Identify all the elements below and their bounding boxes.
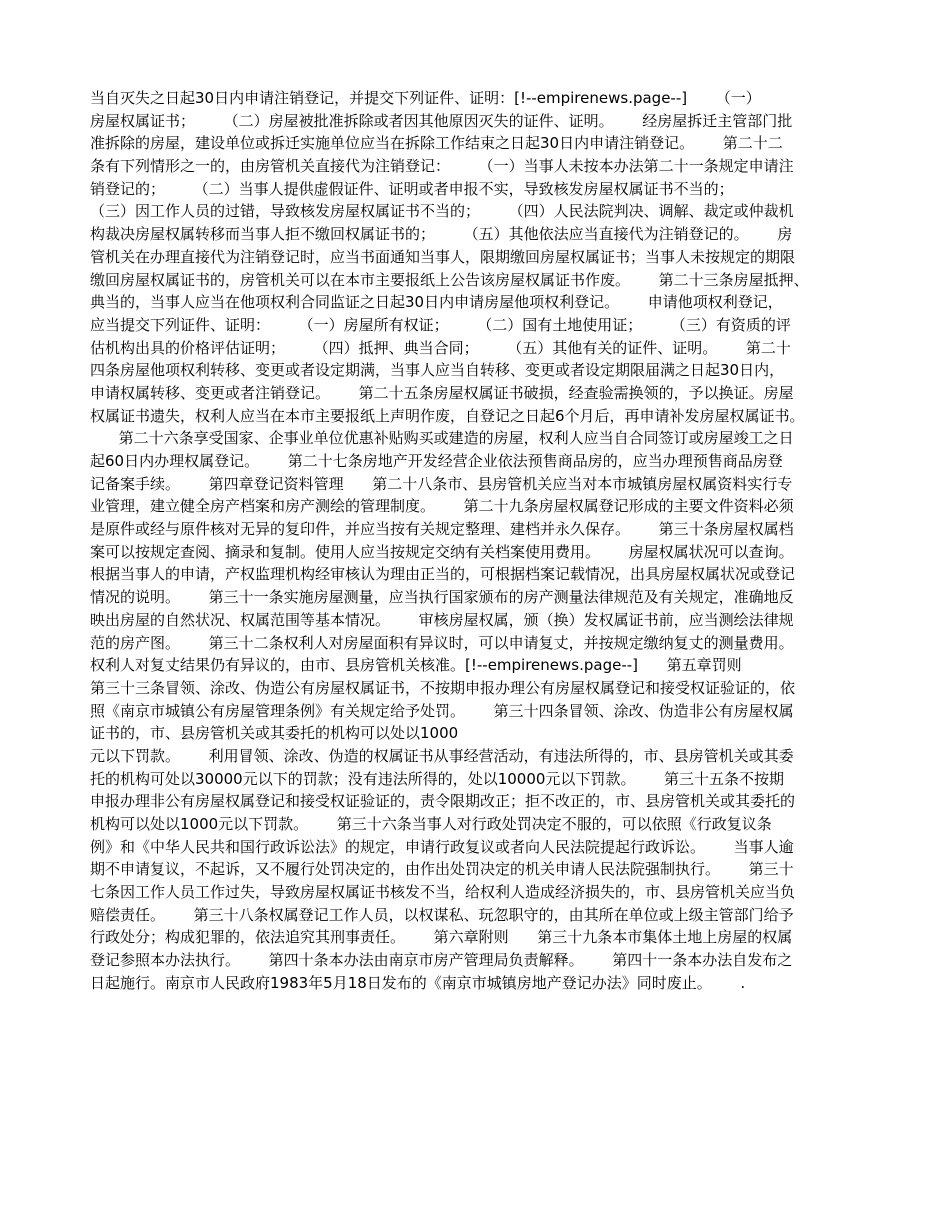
text-line: 根据当事人的申请，产权监理机构经审核认为理由正当的，可根据档案记载情况，出具房屋权属状况或登记 — [90, 565, 796, 584]
text-line: 业管理，建立健全房产档案和房产测绘的管理制度。 第二十九条房屋权属登记形成的主要文件资料必须 — [90, 497, 794, 516]
text-line: 缴回房屋权属证书的，房管机关可以在本市主要报纸上公告该房屋权属证书作废。 第二十三条房屋抵押、 — [90, 270, 809, 289]
text-line: 托的机构可处以30000元以下的罚款；没有违法所得的，处以10000元以下罚款。 第三十五条不按期 — [90, 769, 785, 788]
text-line: 行政处分；构成犯罪的，依法追究其刑事责任。 第六章附则 第三十九条本市集体土地上房屋的权属 — [90, 928, 793, 947]
text-line: 房屋权属证书； （二）房屋被批准拆除或者因其他原因灭失的证件、证明。 经房屋拆迁主管部门批 — [90, 111, 793, 130]
text-line: 照《南京市城镇公有房屋管理条例》有关规定给予处罚。 第三十四条冒领、涂改、伪造非公有房屋权属 — [90, 701, 794, 720]
text-line: 权属证书遗失，权利人应当在本市主要报纸上声明作废，自登记之日起6个月后，再申请补发房屋权属证书。 — [90, 406, 805, 425]
text-line: 情况的说明。 第三十一条实施房屋测量，应当执行国家颁布的房产测量法律规范及有关规定，准确地反 — [90, 588, 794, 607]
text-line: 第二十六条享受国家、企事业单位优惠补贴购买或建造的房屋，权利人应当自合同签订或房屋竣工之日 — [90, 429, 794, 448]
text-line: 是原件或经与原件核对无异的复印件，并应当按有关规定整理、建档并永久保存。 第三十条房屋权属档 — [90, 520, 794, 539]
text-line: 估机构出具的价格评估证明； （四）抵押、典当合同； （五）其他有关的证件、证明。 第二十 — [90, 338, 791, 357]
text-line: （三）因工作人员的过错，导致核发房屋权属证书不当的； （四）人民法院判决、调解、裁定或仲裁机 — [90, 202, 794, 221]
text-line: 登记参照本办法执行。 第四十条本办法由南京市房产管理局负责解释。 第四十一条本办法自发布之 — [90, 951, 793, 970]
text-line: 条有下列情形之一的，由房管机关直接代为注销登记： （一）当事人未按本办法第二十一条规定申请注 — [90, 157, 794, 176]
text-line: 第三十三条冒领、涂改、伪造公有房屋权属证书，不按期申报办理公有房屋权属登记和接受权证验证的，依 — [90, 678, 796, 697]
text-line: 当自灭失之日起30日内申请注销登记，并提交下列证件、证明：[!--empirenews.page--] （一） — [90, 89, 761, 107]
text-line: 销登记的； （二）当事人提供虚假证件、证明或者申报不实，导致核发房屋权属证书不当的； — [90, 179, 734, 198]
text-line: 四条房屋他项权利转移、变更或者设定期满，当事人应当自转移、变更或者设定期限届满之日起30日内， — [90, 361, 785, 380]
text-line: 机构可以处以1000元以下罚款。 第三十六条当事人对行政处罚决定不服的，可以依照《行政复议条 — [90, 815, 772, 833]
text-line: 典当的，当事人应当在他项权利合同监证之日起30日内申请房屋他项权利登记。 申请他项权利登记， — [90, 293, 783, 312]
text-line: 权利人对复丈结果仍有异议的，由市、县房管机关核准。[!--empirenews.page--] 第五章罚则 — [90, 656, 742, 675]
document-body — [90, 87, 864, 995]
text-line: 申报办理非公有房屋权属登记和接受权证验证的，责令限期改正；拒不改正的，市、县房管机关或其委托的 — [90, 792, 796, 811]
text-line: 记备案手续。 第四章登记资料管理 第二十八条市、县房管机关应当对本市城镇房屋权属资料实行专 — [90, 474, 793, 493]
text-line: 构裁决房屋权属转移而当事人拒不缴回权属证书的； （五）其他依法应当直接代为注销登记的。 房 — [90, 225, 793, 244]
text-line: 赔偿责任。 第三十八条权属登记工作人员，以权谋私、玩忽职守的，由其所在单位或上级主管部门给予 — [90, 905, 794, 924]
text-line: 日起施行。南京市人民政府1983年5月18日发布的《南京市城镇房地产登记办法》同时废止。 . — [90, 973, 746, 992]
text-line: 例》和《中华人民共和国行政诉讼法》的规定，申请行政复议或者向人民法院提起行政诉讼。 当事人逾 — [90, 837, 794, 856]
text-line: 起60日内办理权属登记。 第二十七条房地产开发经营企业依法预售商品房的，应当办理预售商品房登 — [90, 452, 783, 470]
text-line: 期不申请复议，不起诉，又不履行处罚决定的，由作出处罚决定的机关申请人民法院强制执行。 第三十 — [90, 860, 794, 879]
text-line: 证书的，市、县房管机关或其委托的机构可以处以1000 — [90, 724, 459, 743]
text-line: 范的房产图。 第三十二条权利人对房屋面积有异议时，可以申请复丈，并按规定缴纳复丈的测量费用。 — [90, 633, 794, 652]
text-line: 准拆除的房屋，建设单位或拆迁实施单位应当在拆除工作结束之日起30日内申请注销登记。 第二十二 — [90, 134, 783, 153]
text-line: 应当提交下列证件、证明： （一）房屋所有权证； （二）国有土地使用证； （三）有资质的评 — [90, 315, 791, 334]
text-line: 元以下罚款。 利用冒领、涂改、伪造的权属证书从事经营活动，有违法所得的，市、县房管机关或其委 — [90, 746, 794, 765]
text-line: 管机关在办理直接代为注销登记时，应当书面通知当事人，限期缴回房屋权属证书；当事人未按规定的期限 — [90, 247, 796, 266]
text-line: 案可以按规定查阅、摘录和复制。使用人应当按规定交纳有关档案使用费用。 房屋权属状况可以查询。 — [90, 542, 794, 561]
text-line: 映出房屋的自然状况、权属范围等基本情况。 审核房屋权属，颁（换）发权属证书前，应当测绘法律规 — [90, 610, 794, 629]
text-line: 七条因工作人员工作过失，导致房屋权属证书核发不当，给权利人造成经济损失的，市、县房管机关应当负 — [90, 883, 796, 902]
text-line: 申请权属转移、变更或者注销登记。 第二十五条房屋权属证书破损，经查验需换领的，予以换证。房屋 — [90, 383, 794, 402]
